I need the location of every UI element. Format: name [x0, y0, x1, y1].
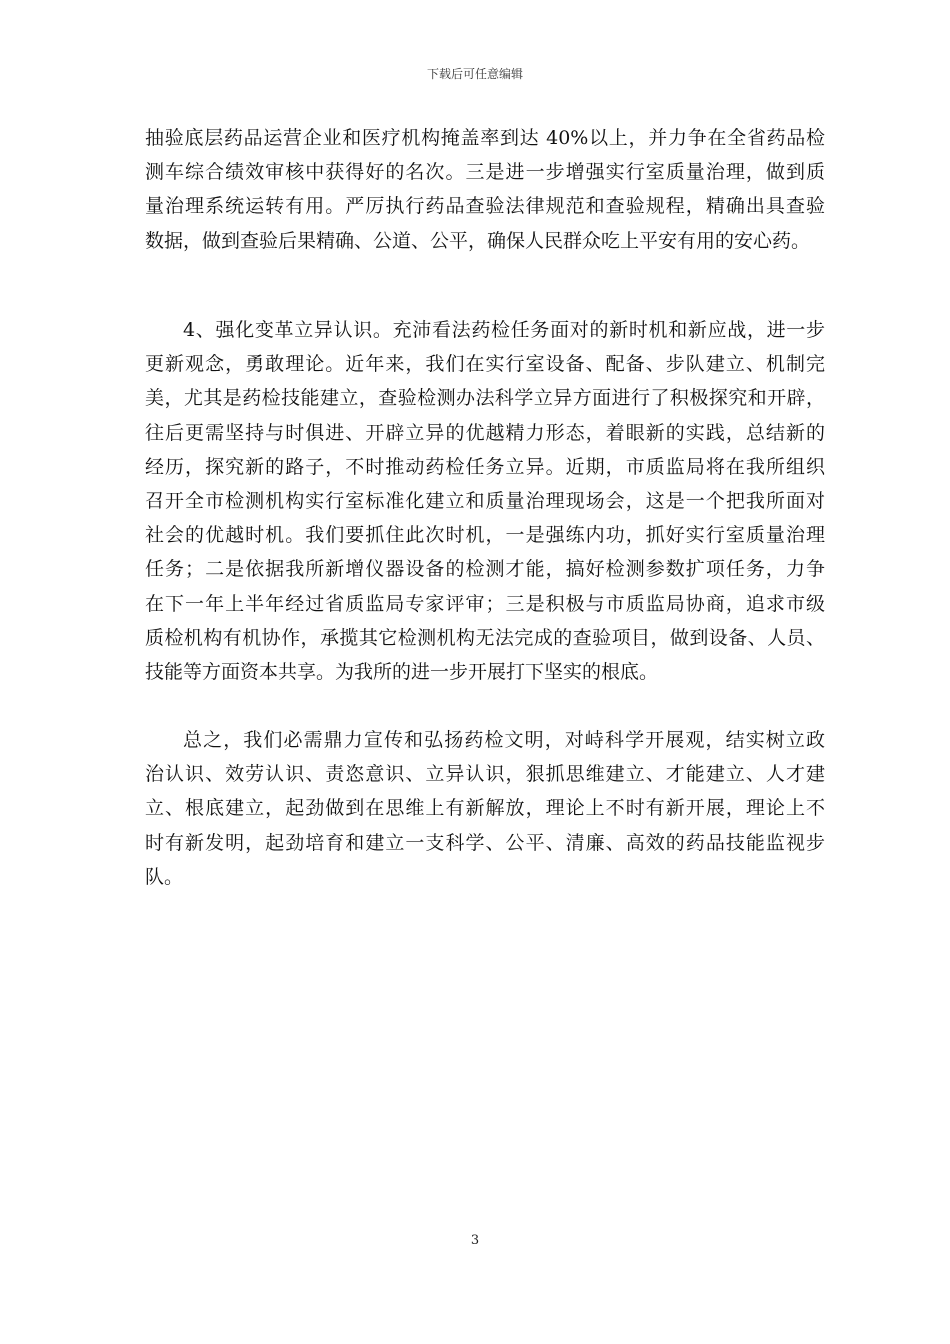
paragraph-line: 召开全市检测机构实行室标准化建立和质量治理现场会，这是一个把我所面对 — [145, 489, 825, 512]
paragraph-1 — [145, 121, 825, 258]
paragraph-3 — [145, 723, 825, 894]
paragraph-line: 治认识、效劳认识、责恣意识、立异认识，狠抓思维建立、才能建立、人才建 — [145, 763, 825, 786]
page-header-note: 下载后可任意编辑 — [426, 67, 523, 81]
paragraph-line: 时有新发明，起劲培育和建立一支科学、公平、清廉、高效的药品技能监视步 — [145, 831, 825, 854]
paragraph-line: 数据，做到查验后果精确、公道、公平，确保人民群众吃上平安有用的安心药。 — [145, 229, 811, 252]
paragraph-line: 在下一年上半年经过省质监局专家评审；三是积极与市质监局协商，追求市级 — [145, 592, 825, 615]
paragraph-line: 4、强化变革立异认识。充沛看法药检任务面对的新时机和新应战，进一步 — [183, 319, 825, 341]
paragraph-2 — [145, 313, 825, 689]
paragraph-line: 更新观念，勇敢理论。近年来，我们在实行室设备、配备、步队建立、机制完 — [145, 353, 825, 376]
page-number: 3 — [470, 1233, 480, 1248]
paragraph-line: 质检机构有机协作，承揽其它检测机构无法完成的查验项目，做到设备、人员、 — [145, 626, 825, 649]
paragraph-line: 经历，探究新的路子，不时推动药检任务立异。近期，市质监局将在我所组织 — [145, 455, 825, 478]
paragraph-line: 技能等方面资本共享。为我所的进一步开展打下坚实的根底。 — [145, 660, 659, 683]
paragraph-line: 抽验底层药品运营企业和医疗机构掩盖率到达 40%以上，并力争在全省药品检 — [145, 127, 825, 149]
paragraph-line: 美，尤其是药检技能建立，查验检测办法科学立异方面进行了积极探究和开辟， — [145, 387, 825, 410]
paragraph-line: 队。 — [145, 865, 184, 888]
paragraph-line: 往后更需坚持与时俱进、开辟立异的优越精力形态，着眼新的实践，总结新的 — [145, 421, 825, 444]
paragraph-line: 立、根底建立，起劲做到在思维上有新解放，理论上不时有新开展，理论上不 — [145, 797, 825, 820]
paragraph-line: 测车综合绩效审核中获得好的名次。三是进一步增强实行室质量治理，做到质 — [145, 161, 825, 184]
paragraph-line: 量治理系统运转有用。严厉执行药品查验法律规范和查验规程，精确出具查验 — [145, 195, 825, 218]
paragraph-line: 总之，我们必需鼎力宣传和弘扬药检文明，对峙科学开展观，结实树立政 — [183, 729, 825, 751]
paragraph-line: 任务；二是依据我所新增仪器设备的检测才能，搞好检测参数扩项任务，力争 — [145, 558, 825, 581]
paragraph-line: 社会的优越时机。我们要抓住此次时机，一是强练内功，抓好实行室质量治理 — [145, 524, 825, 547]
